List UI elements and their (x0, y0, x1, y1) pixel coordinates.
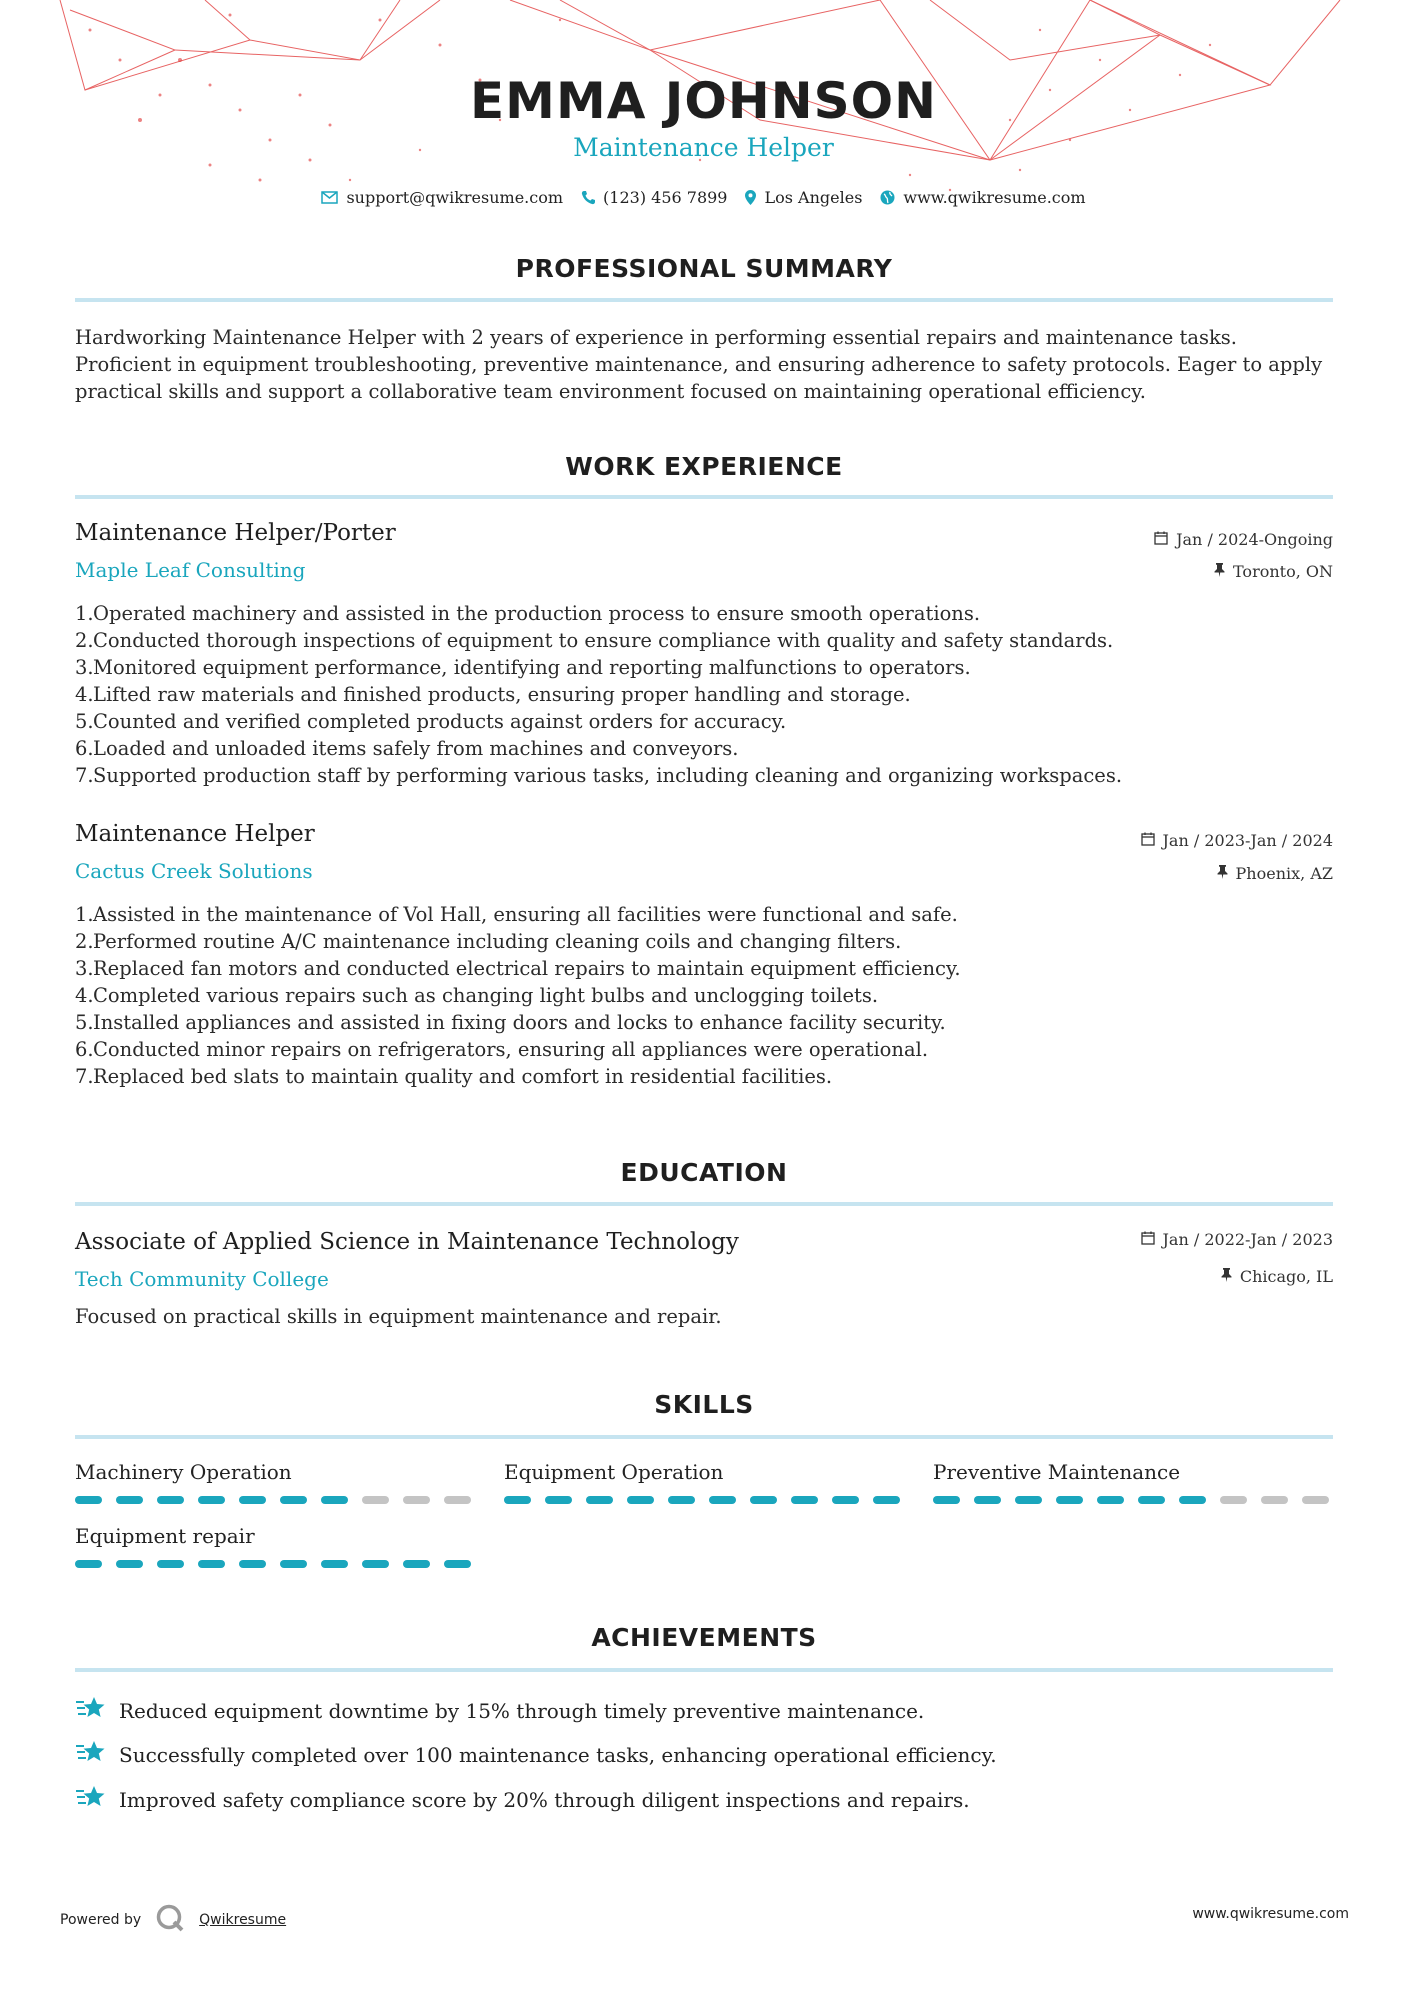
skill-level-dash (239, 1560, 266, 1568)
skill-name: Machinery Operation (75, 1460, 292, 1484)
skill-name: Preventive Maintenance (933, 1460, 1181, 1484)
skill-item (504, 1460, 904, 1504)
skill-level-dash (750, 1496, 777, 1504)
skill-level-dash (362, 1496, 389, 1504)
job-location-text: Phoenix, AZ (1235, 864, 1333, 883)
skill-level-dash (545, 1496, 572, 1504)
footer-powered-by (60, 1903, 286, 1937)
contact-email (321, 188, 563, 207)
skills-heading: SKILLS (654, 1390, 754, 1419)
skill-level-dash (1056, 1496, 1083, 1504)
skill-level-bar (75, 1560, 475, 1568)
education-heading: EDUCATION (620, 1158, 788, 1187)
skill-level-dash (157, 1496, 184, 1504)
phone-icon (581, 190, 595, 205)
shooting-star-icon (75, 1694, 107, 1727)
education-location-text: Chicago, IL (1239, 1267, 1333, 1286)
skill-level-dash (974, 1496, 1001, 1504)
education-dates (1141, 1230, 1333, 1249)
education-location (1221, 1267, 1333, 1286)
shooting-star-icon (75, 1783, 107, 1816)
website-text[interactable]: www.qwikresume.com (903, 188, 1086, 207)
skill-level-dash (791, 1496, 818, 1504)
skill-level-dash (873, 1496, 900, 1504)
skill-level-dash (444, 1560, 471, 1568)
skill-name: Equipment repair (75, 1524, 255, 1548)
experience-heading: WORK EXPERIENCE (565, 452, 843, 481)
skill-level-dash (933, 1496, 960, 1504)
pushpin-icon (1221, 1267, 1232, 1286)
pushpin-icon (1214, 562, 1225, 581)
calendar-icon (1154, 530, 1168, 549)
degree-title: Associate of Applied Science in Maintenance Technology (75, 1229, 739, 1255)
achievements-divider (75, 1668, 1333, 1672)
summary-heading: PROFESSIONAL SUMMARY (515, 254, 893, 283)
skill-level-bar (504, 1496, 904, 1504)
skill-level-dash (709, 1496, 736, 1504)
achievement-item (75, 1694, 924, 1727)
list-item: 6. Loaded and unloaded items safely from machines and conveyors. (75, 737, 739, 760)
skill-level-dash (1015, 1496, 1042, 1504)
map-marker-icon (745, 190, 756, 205)
contact-location (745, 188, 862, 207)
location-text: Los Angeles (764, 188, 863, 207)
envelope-icon (321, 191, 338, 204)
qwikresume-logo-icon (155, 1903, 185, 1937)
globe-icon (880, 190, 895, 205)
contact-phone (581, 188, 727, 207)
job-location-text: Toronto, ON (1233, 562, 1333, 581)
qwikresume-link[interactable]: Qwikresume (199, 1912, 287, 1928)
job-dates-text: Jan / 2023-Jan / 2024 (1162, 831, 1333, 850)
skill-level-dash (1220, 1496, 1247, 1504)
skill-level-dash (1138, 1496, 1165, 1504)
calendar-icon (1141, 1230, 1155, 1249)
skill-level-dash (1261, 1496, 1288, 1504)
skills-divider (75, 1435, 1333, 1439)
summary-divider (75, 298, 1333, 302)
job-title: Maintenance Helper/Porter (75, 520, 396, 546)
skill-level-dash (1097, 1496, 1124, 1504)
list-item: 3. Monitored equipment performance, identifying and reporting malfunctions to operators. (75, 656, 971, 679)
experience-divider (75, 495, 1333, 499)
education-dates-text: Jan / 2022-Jan / 2023 (1162, 1230, 1333, 1249)
skill-level-dash (239, 1496, 266, 1504)
achievement-text: Successfully completed over 100 maintenance tasks, enhancing operational efficiency. (119, 1742, 997, 1767)
skill-level-dash (444, 1496, 471, 1504)
skill-level-dash (504, 1496, 531, 1504)
skill-level-dash (116, 1560, 143, 1568)
skill-name: Equipment Operation (504, 1460, 724, 1484)
skill-level-dash (1179, 1496, 1206, 1504)
header-decoration (0, 0, 1407, 260)
list-item: 5. Counted and verified completed products against orders for accuracy. (75, 710, 787, 733)
pushpin-icon (1217, 864, 1228, 883)
skill-level-dash (668, 1496, 695, 1504)
job-dates-text: Jan / 2024-Ongoing (1176, 530, 1333, 549)
job-company: Maple Leaf Consulting (75, 558, 306, 582)
skill-level-dash (75, 1560, 102, 1568)
list-item: 7. Replaced bed slats to maintain quality and comfort in residential facilities. (75, 1065, 833, 1088)
summary-text: Hardworking Maintenance Helper with 2 years of experience in performing essential repairs and maintenance tasks. Proficient in equipment troubleshooting, preventive maintenance, and ensuring adherence to safety protocols. Eager to apply practical skills and support a collaborative team environment focused on maintaining operational efficiency. (75, 326, 1323, 403)
skill-level-dash (280, 1560, 307, 1568)
job-responsibilities (75, 600, 1333, 789)
school-name: Tech Community College (75, 1267, 329, 1291)
skill-level-dash (586, 1496, 613, 1504)
skill-level-dash (321, 1496, 348, 1504)
job-company: Cactus Creek Solutions (75, 859, 313, 883)
skill-level-dash (280, 1496, 307, 1504)
skill-level-dash (832, 1496, 859, 1504)
skill-level-dash (198, 1560, 225, 1568)
list-item: 3. Replaced fan motors and conducted electrical repairs to maintain equipment efficiency. (75, 957, 961, 980)
phone-text[interactable]: (123) 456 7899 (603, 188, 728, 207)
list-item: 7. Supported production staff by performing various tasks, including cleaning and organizing workspaces. (75, 764, 1123, 787)
education-divider (75, 1202, 1333, 1206)
skill-item (75, 1524, 475, 1568)
achievement-text: Improved safety compliance score by 20% through diligent inspections and repairs. (119, 1787, 970, 1812)
skill-level-bar (75, 1496, 475, 1504)
skill-level-dash (403, 1496, 430, 1504)
skill-level-dash (198, 1496, 225, 1504)
education-description: Focused on practical skills in equipment maintenance and repair. (75, 1305, 722, 1328)
skill-item (933, 1460, 1333, 1504)
job-dates (1154, 530, 1333, 549)
email-text[interactable]: support@qwikresume.com (346, 188, 564, 207)
skill-level-dash (362, 1560, 389, 1568)
achievement-item (75, 1738, 997, 1771)
candidate-name: EMMA JOHNSON (470, 72, 937, 130)
list-item: 1. Assisted in the maintenance of Vol Hall, ensuring all facilities were functional and safe. (75, 903, 958, 926)
calendar-icon (1141, 831, 1155, 850)
contact-website (880, 188, 1085, 207)
skill-level-dash (403, 1560, 430, 1568)
list-item: 6. Conducted minor repairs on refrigerators, ensuring all appliances were operational. (75, 1038, 929, 1061)
skill-level-dash (116, 1496, 143, 1504)
job-responsibilities (75, 901, 1333, 1090)
job-dates (1141, 831, 1333, 850)
list-item: 4. Completed various repairs such as changing light bulbs and unclogging toilets. (75, 984, 879, 1007)
list-item: 4. Lifted raw materials and finished products, ensuring proper handling and storage. (75, 683, 911, 706)
list-item: 1. Operated machinery and assisted in the production process to ensure smooth operations. (75, 602, 981, 625)
list-item: 2. Performed routine A/C maintenance including cleaning coils and changing filters. (75, 930, 902, 953)
skill-level-dash (627, 1496, 654, 1504)
powered-by-label: Powered by (60, 1912, 142, 1928)
job-location (1217, 864, 1333, 883)
footer-website[interactable]: www.qwikresume.com (1192, 1906, 1349, 1922)
contact-bar (0, 188, 1407, 207)
list-item: 2. Conducted thorough inspections of equipment to ensure compliance with quality and safety standards. (75, 629, 1114, 652)
skill-level-dash (321, 1560, 348, 1568)
shooting-star-icon (75, 1738, 107, 1771)
skill-level-dash (1302, 1496, 1329, 1504)
skill-item (75, 1460, 475, 1504)
job-location (1214, 562, 1333, 581)
list-item: 5. Installed appliances and assisted in fixing doors and locks to enhance facility security. (75, 1011, 946, 1034)
skill-level-dash (75, 1496, 102, 1504)
skill-level-bar (933, 1496, 1333, 1504)
skill-level-dash (157, 1560, 184, 1568)
achievement-text: Reduced equipment downtime by 15% through timely preventive maintenance. (119, 1698, 925, 1723)
candidate-role: Maintenance Helper (573, 133, 834, 162)
achievements-heading: ACHIEVEMENTS (591, 1623, 817, 1652)
job-title: Maintenance Helper (75, 821, 315, 847)
achievement-item (75, 1783, 970, 1816)
